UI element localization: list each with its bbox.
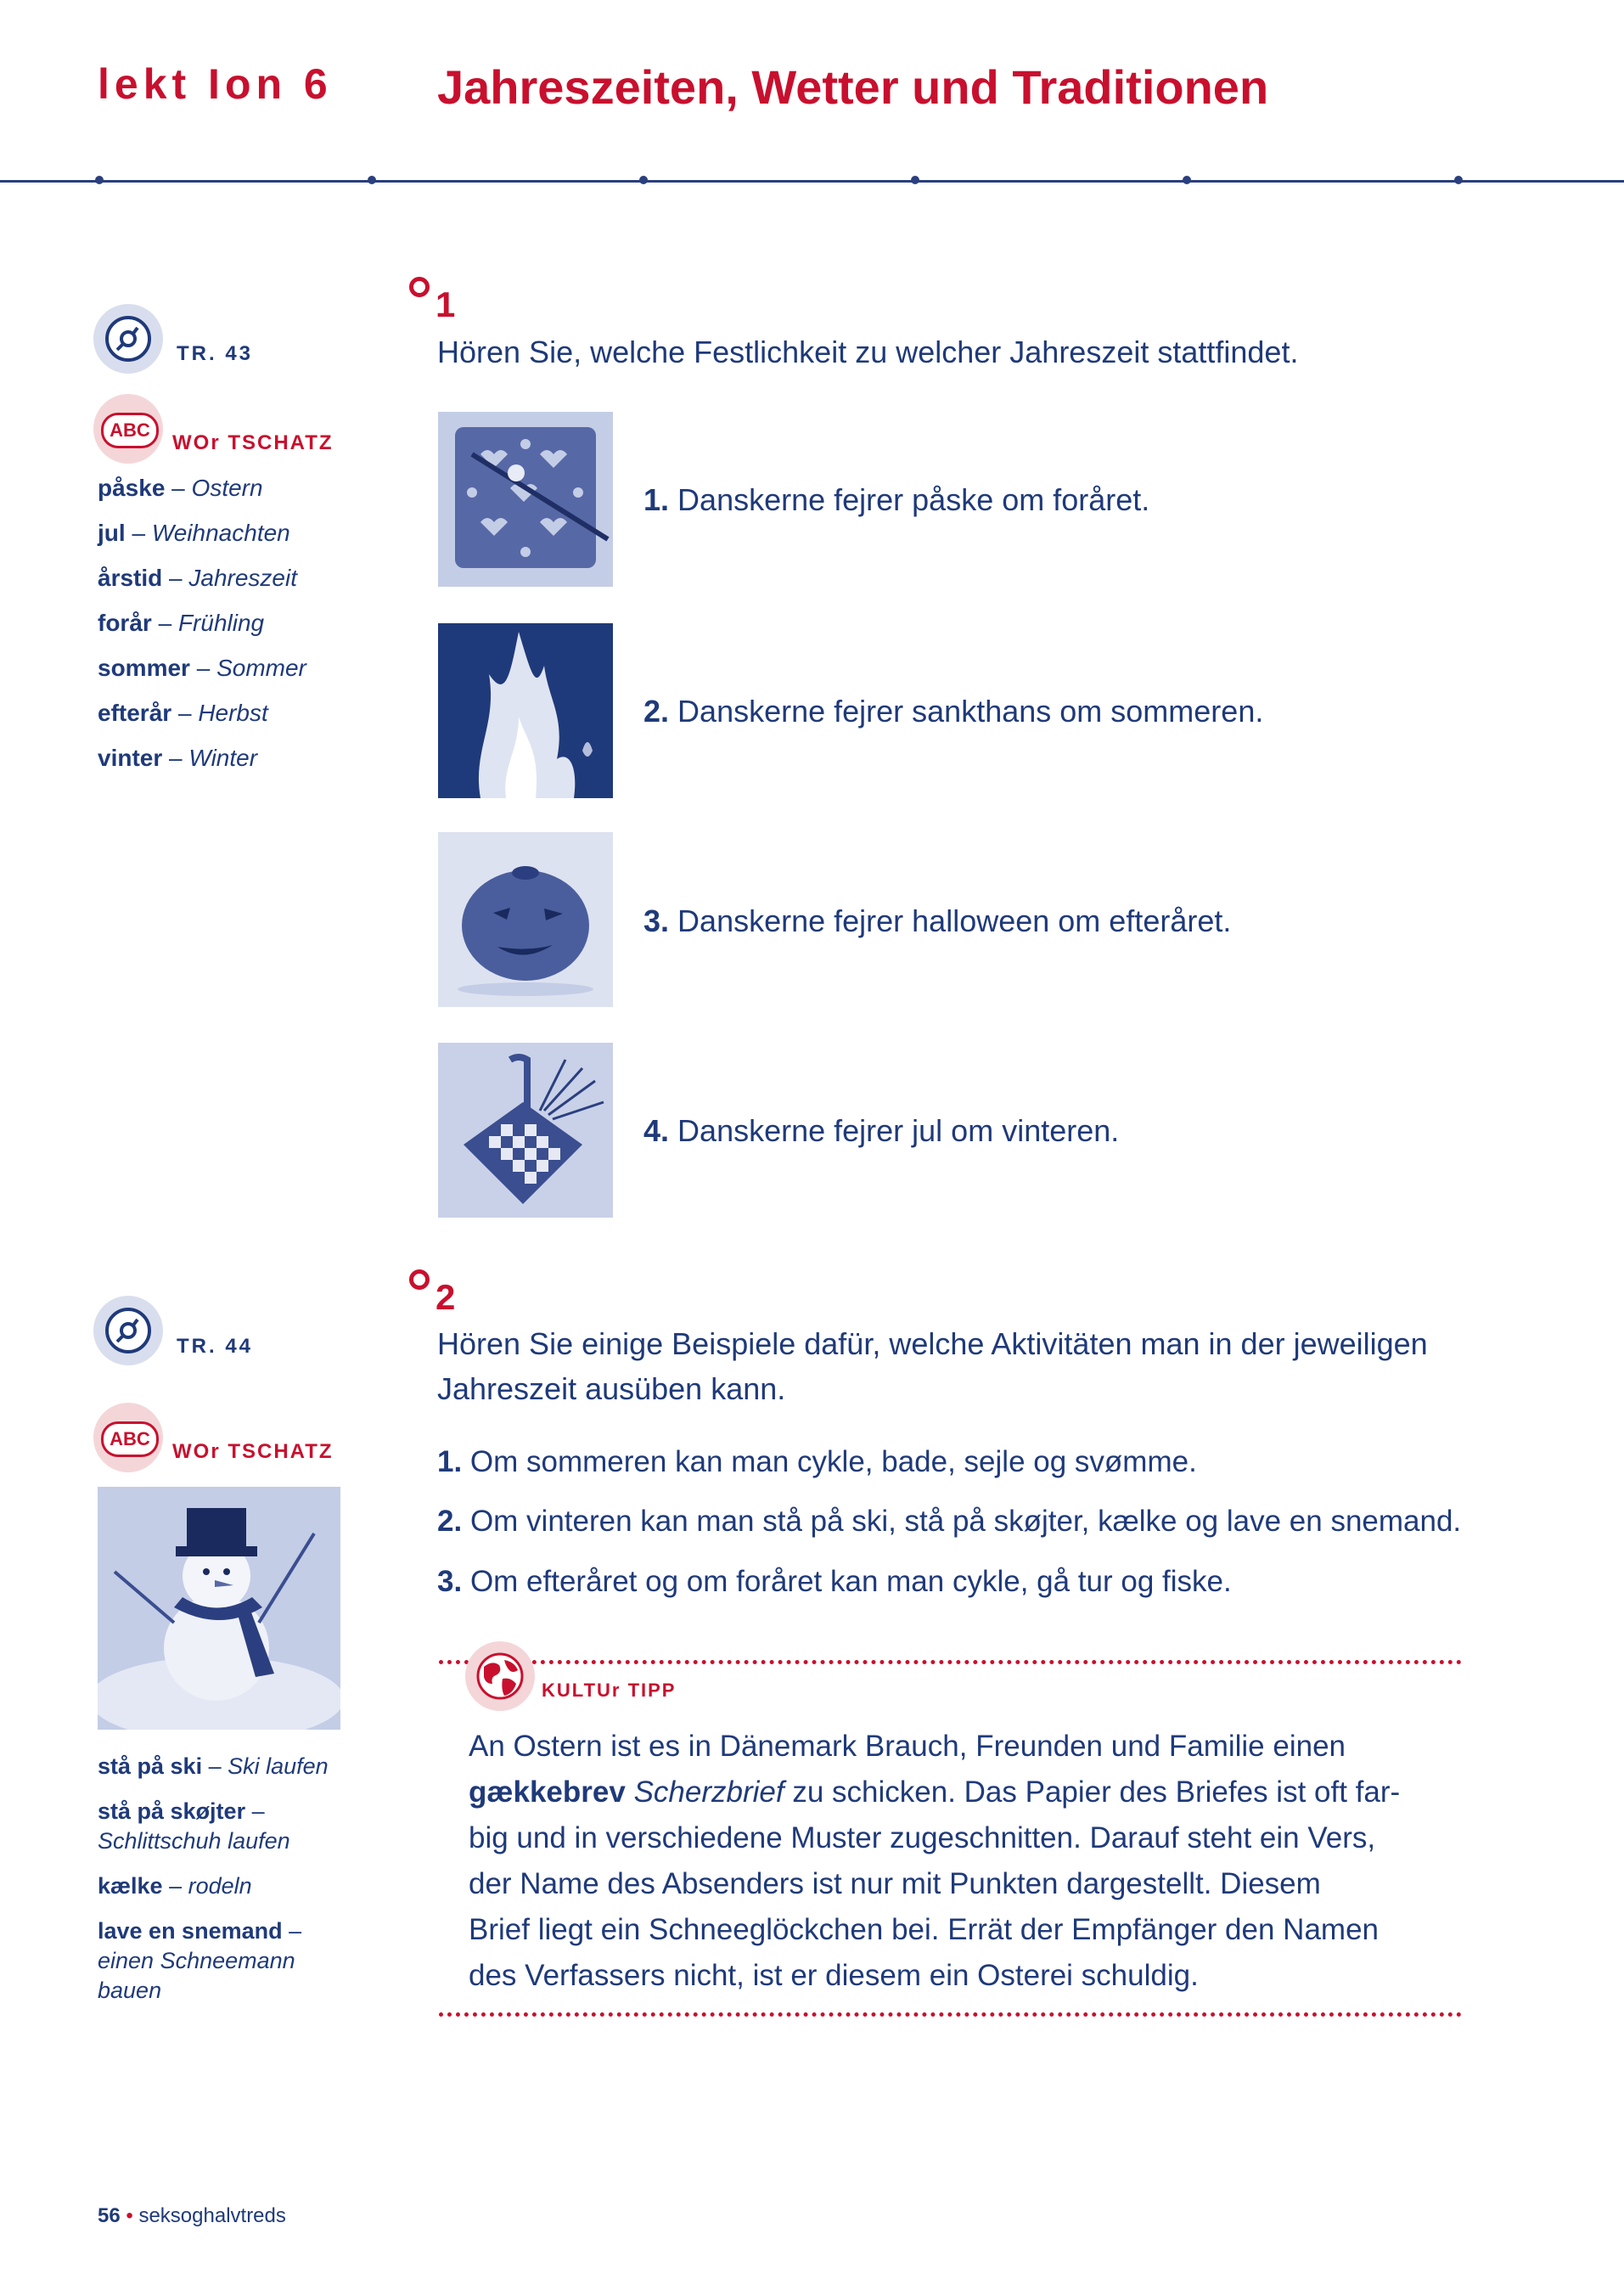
exercise-number: 2 [436, 1277, 456, 1317]
exercise-item: 1. Danskerne fejrer påske om foråret. [643, 482, 1150, 517]
page-number: 56 [98, 2204, 121, 2227]
abc-icon [93, 394, 163, 464]
abc-icon-label: ABC [101, 413, 159, 448]
vocab-item: lave en snemand – einen Schneemann bauen [98, 1918, 302, 2003]
vocab-item: sommer – Sommer [98, 655, 306, 681]
exercise-item: 1. Om sommeren kan man cykle, bade, sejle og svømme. [437, 1445, 1197, 1478]
lesson-label: lekt Ion 6 [98, 60, 333, 108]
exercise-instruction: Hören Sie, welche Festlichkeit zu welcher Jahreszeit stattfindet. [437, 335, 1299, 369]
tip-divider-top [439, 1660, 1462, 1664]
exercise-item: 3. Om efteråret og om foråret kan man cykle, gå tur og fiske. [437, 1565, 1232, 1598]
vocab-item: påske – Ostern [98, 475, 263, 501]
easter-letter-photo [438, 412, 613, 587]
exercise-item: 4. Danskerne fejrer jul om vinteren. [643, 1113, 1120, 1148]
rule-dot [911, 176, 919, 184]
vocab-list [98, 474, 306, 789]
header-rule [0, 180, 1624, 183]
abc-icon [93, 1403, 163, 1472]
tip-divider-bottom [439, 2012, 1462, 2017]
instruction-line: Hören Sie einige Beispiele dafür, welche Aktivitäten man in der jeweiligen [437, 1326, 1428, 1361]
tip-text [469, 1724, 1470, 1999]
page-word: seksoghalvtreds [138, 2204, 286, 2227]
exercise-instruction [437, 1321, 1428, 1411]
woven-heart-photo [438, 1043, 613, 1218]
vocab-title: WOr TSCHATZ [172, 431, 334, 454]
rule-dot [368, 176, 376, 184]
page-footer [98, 2204, 286, 2228]
track-label: TR. 43 [177, 342, 254, 365]
exercise-item: 2. Om vinteren kan man stå på ski, stå på skøjter, kælke og lave en snemand. [437, 1505, 1462, 1538]
footer-bullet: • [126, 2204, 133, 2227]
tip-line: der Name des Absenders ist nur mit Punkten dargestellt. Diesem [469, 1867, 1321, 1900]
pumpkin-photo [438, 832, 613, 1007]
cd-icon[interactable] [93, 304, 163, 374]
vocab-item: jul – Weihnachten [98, 520, 290, 546]
vocab-list [98, 1752, 352, 2021]
vocab-item: efterår – Herbst [98, 700, 268, 726]
track-label: TR. 44 [177, 1335, 254, 1358]
bonfire-photo [438, 623, 613, 798]
tip-line: des Verfassers nicht, ist er diesem ein Osterei schuldig. [469, 1959, 1199, 1992]
tip-title: KULTUr TIPP [542, 1680, 677, 1701]
tip-line: big und in verschiedene Muster zugeschnitten. Darauf steht ein Vers, [469, 1821, 1376, 1854]
snowman-photo [98, 1487, 340, 1730]
vocab-item: kælke – rodeln [98, 1873, 252, 1899]
globe-icon [465, 1641, 535, 1711]
tip-line: An Ostern ist es in Dänemark Brauch, Freunden und Familie einen [469, 1730, 1346, 1763]
instruction-line: Jahreszeit ausüben kann. [437, 1371, 786, 1406]
rule-dot [1183, 176, 1191, 184]
exercise-marker [409, 1269, 430, 1290]
rule-dot [1454, 176, 1463, 184]
vocab-title: WOr TSCHATZ [172, 1440, 334, 1463]
exercise-number: 1 [436, 284, 456, 324]
vocab-item: stå på skøjter – Schlittschuh laufen [98, 1798, 290, 1854]
vocab-item: vinter – Winter [98, 745, 258, 771]
exercise-item: 3. Danskerne fejrer halloween om efteråret. [643, 903, 1232, 938]
rule-dot [95, 176, 104, 184]
vocab-item: årstid – Jahreszeit [98, 565, 298, 591]
rule-dot [639, 176, 648, 184]
lesson-title: Jahreszeiten, Wetter und Traditionen [437, 60, 1269, 114]
exercise-marker [409, 277, 430, 297]
cd-icon[interactable] [93, 1296, 163, 1365]
vocab-item: forår – Frühling [98, 610, 265, 636]
tip-line: Brief liegt ein Schneeglöckchen bei. Errät der Empfänger den Namen [469, 1913, 1379, 1946]
exercise-item: 2. Danskerne fejrer sankthans om sommeren. [643, 694, 1264, 729]
abc-icon-label: ABC [101, 1421, 159, 1457]
vocab-item: stå på ski – Ski laufen [98, 1753, 329, 1779]
tip-line: gækkebrev Scherzbrief zu schicken. Das Papier des Briefes ist oft far- [469, 1775, 1401, 1809]
